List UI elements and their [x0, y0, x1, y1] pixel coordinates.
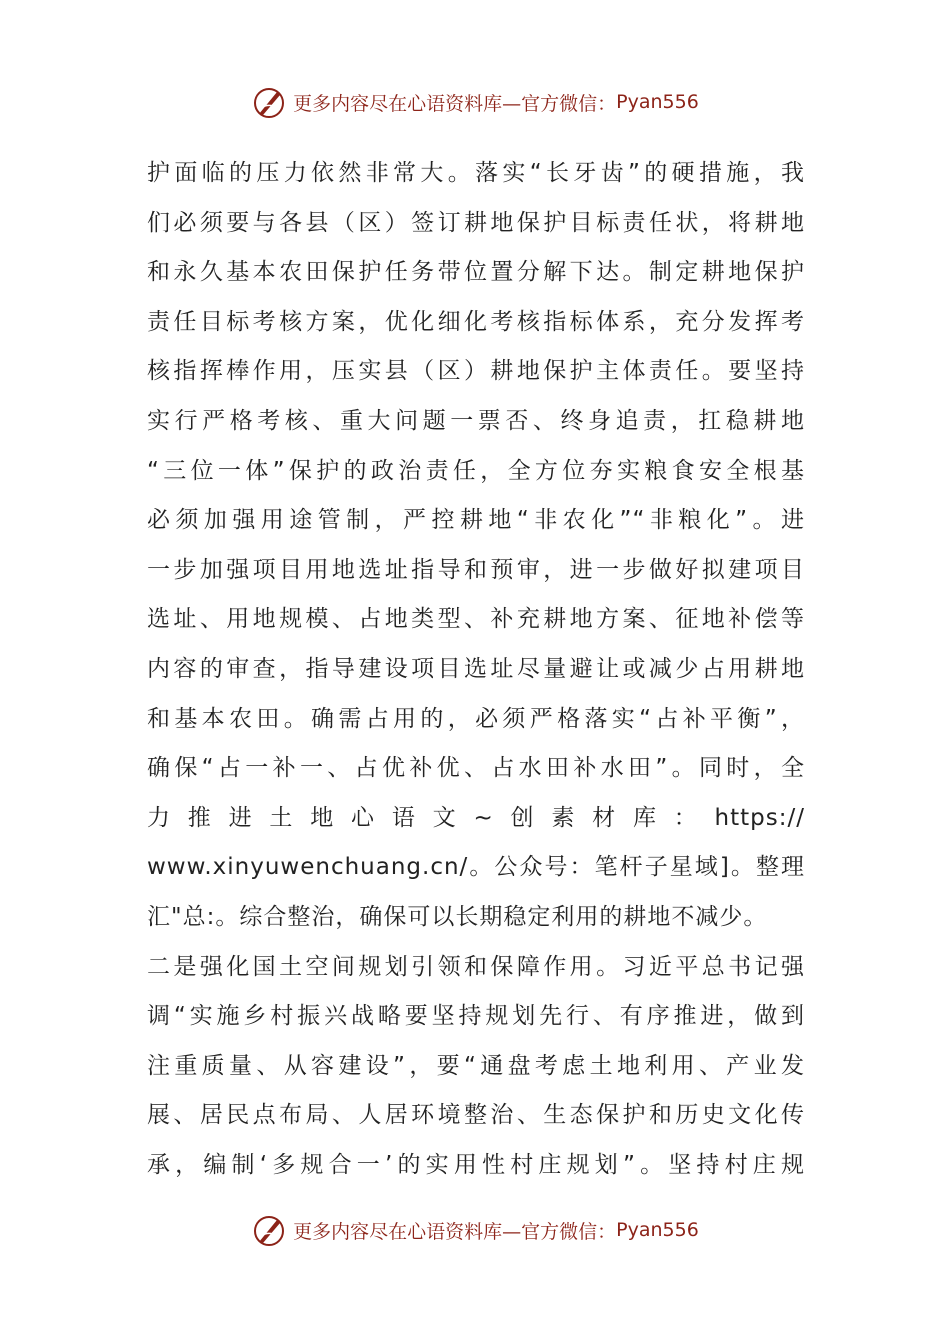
text-line: www.xinyuwenchuang.cn/。公众号：笔杆子星域]。整理 [147, 854, 805, 881]
text-line: 调“实施乡村振兴战略要坚持规划先行、有序推进，做到 [147, 1003, 805, 1030]
text-line: 护面临的压力依然非常大。落实“长牙齿”的硬措施，我 [147, 160, 805, 186]
text-line: 确保“占一补一、占优补优、占水田补水田”。同时，全 [147, 755, 805, 782]
text-line: 实行严格考核、重大问题一票否、终身追责，扛稳耕地 [147, 407, 805, 434]
text-line: 展、居民点布局、人居环境整治、生态保护和历史文化传 [147, 1102, 805, 1129]
text-line: 一步加强项目用地选址指导和预审，进一步做好拟建项目 [147, 556, 805, 583]
footer-banner-text: 更多内容尽在心语资料库—官方微信： [293, 1220, 617, 1243]
text-line: 力推进土地心语文~创素材库：https:// [147, 804, 805, 831]
text-line: “三位一体”保护的政治责任，全方位夯实粮食安全根基 [147, 457, 805, 484]
text-line: 内容的审查，指导建设项目选址尽量避让或减少占用耕地 [147, 655, 805, 682]
text-line: 注重质量、从容建设”，要“通盘考虑土地利用、产业发 [147, 1052, 805, 1079]
text-line: 责任目标考核方案，优化细化考核指标体系，充分发挥考 [147, 308, 805, 335]
text-line: 二是强化国土空间规划引领和保障作用。习近平总书记强 [147, 953, 805, 980]
banner-wechat-id: Pyan556 [616, 91, 699, 113]
text-line: 承，编制‘多规合一’的实用性村庄规划”。坚持村庄规 [147, 1151, 805, 1178]
header-banner [0, 82, 950, 122]
quill-pen-logo-icon [251, 84, 287, 120]
text-line: 核指挥棒作用，压实县（区）耕地保护主体责任。要坚持 [147, 358, 805, 385]
footer-banner-wechat-id: Pyan556 [616, 1219, 699, 1241]
text-line: 选址、用地规模、占地类型、补充耕地方案、征地补偿等 [147, 606, 805, 633]
text-line: 和永久基本农田保护任务带位置分解下达。制定耕地保护 [147, 259, 805, 286]
document-body [147, 149, 805, 1190]
text-line: 和基本农田。确需占用的，必须严格落实“占补平衡”， [147, 705, 805, 732]
text-line: 们必须要与各县（区）签订耕地保护目标责任状，将耕地 [147, 209, 805, 236]
quill-pen-logo-icon [251, 1212, 287, 1248]
text-line: 汇"总:。综合整治，确保可以长期稳定利用的耕地不减少。 [147, 903, 768, 930]
banner-text: 更多内容尽在心语资料库—官方微信： [293, 92, 617, 115]
footer-banner [0, 1210, 950, 1250]
text-line: 必须加强用途管制，严控耕地“非农化”“非粮化”。进 [147, 507, 805, 534]
